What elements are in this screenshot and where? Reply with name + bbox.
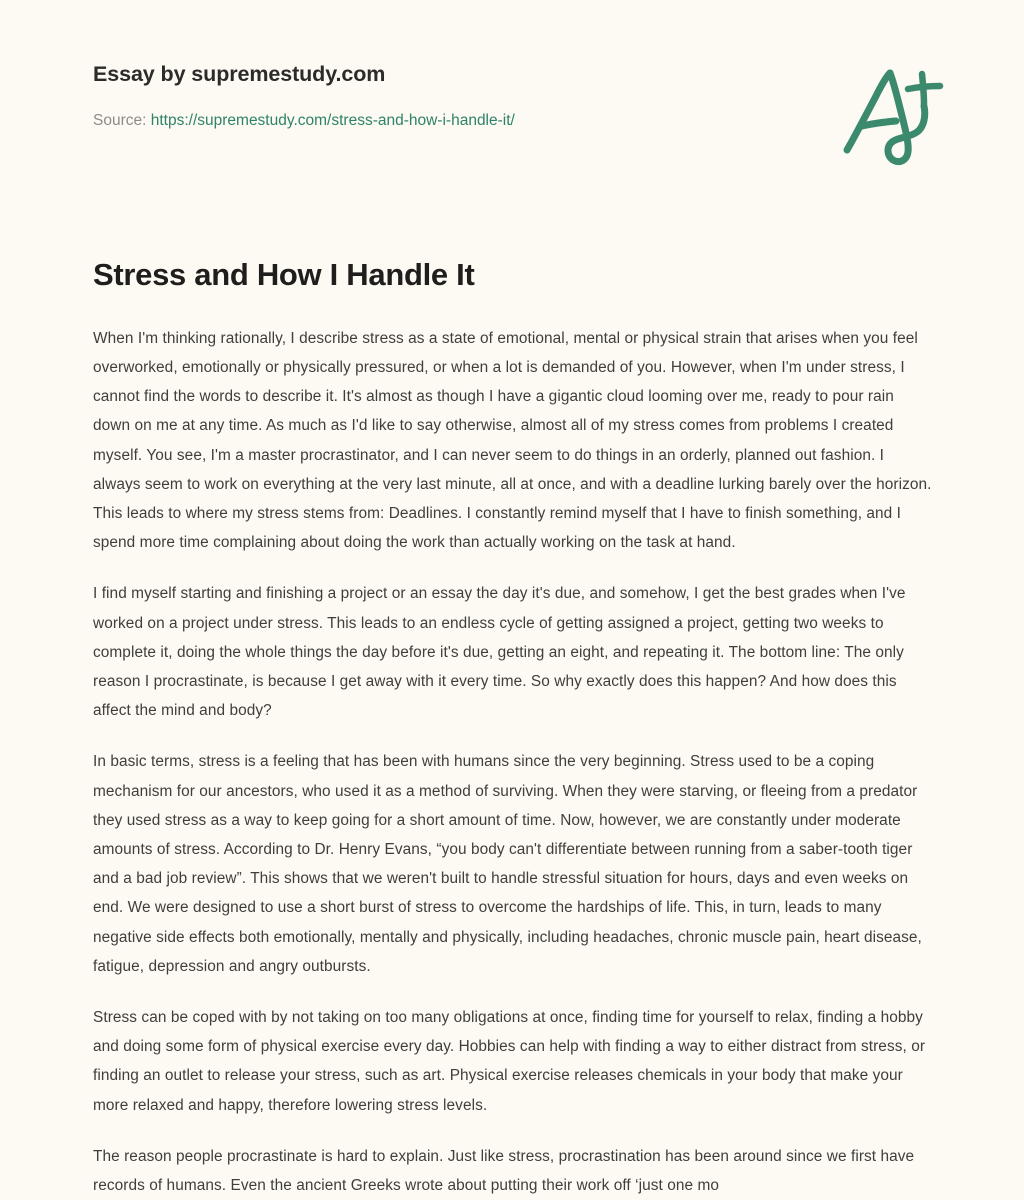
document-header — [0, 0, 1024, 178]
article — [0, 256, 1024, 1200]
paragraph: In basic terms, stress is a feeling that has been with humans since the very beginning. Stress used to be a coping mechanism for our ancestors, who used it as a method of surviving. When they were starving, or fleeing from a predator they used stress as a way to keep going for a short amount of time. Now, however, we are constantly under moderate amounts of stress. According to Dr. Henry Evans, “you body can't differentiate between running from a saber-tooth tiger and a bad job review”. This shows that we weren't built to handle stressful situation for hours, days and even weeks on end. We were designed to use a short burst of stress to overcome the hardships of life. This, in turn, leads to many negative side effects both emotionally, mentally and physically, including headaches, chronic muscle pain, heart disease, fatigue, depression and angry outbursts. — [93, 753, 922, 975]
byline: Essay by supremestudy.com — [93, 62, 386, 86]
paragraph: When I'm thinking rationally, I describe stress as a state of emotional, mental or physical strain that arises when you feel overworked, emotionally or physically pressured, or when a lot is demanded of you. However, when I'm under stress, I cannot find the words to describe it. It's almost as though I have a gigantic cloud looming over me, ready to pour rain down on me at any time. As much as I'd like to say otherwise, almost all of my stress comes from problems I created myself. You see, I'm a master procrastinator, and I can never seem to do things in an orderly, planned out fashion. I always seem to work on everything at the very last minute, all at once, and with a deadline lurking barely over the horizon. This leads to where my stress stems from: Deadlines. I constantly remind myself that I have to finish something, and I spend more time complaining about doing the work than actually working on the task at hand. — [93, 329, 932, 552]
source-url-link[interactable]: https://supremestudy.com/stress-and-how-i-handle-it/ — [150, 111, 515, 129]
paragraph: I find myself starting and finishing a project or an essay the day it's due, and somehow, I get the best grades when I've worked on a project under stress. This leads to an endless cycle of getting assigned a project, getting two weeks to complete it, doing the whole things the day before it's due, getting an eight, and repeating it. The bottom line: The only reason I procrastinate, is because I get away with it every time. So why exactly does this happen? And how does this affect the mind and body? — [93, 585, 906, 720]
page-title: Stress and How I Handle It — [93, 257, 475, 292]
paragraph: The reason people procrastinate is hard to explain. Just like stress, procrastination has been around since we first have records of humans. Even the ancient Greeks wrote about putting their work off ‘just one mo — [93, 1147, 915, 1195]
a-plus-logo-icon — [836, 58, 956, 178]
source-label: Source: — [93, 111, 147, 129]
article-body — [93, 324, 933, 1200]
paragraph: Stress can be coped with by not taking on too many obligations at once, finding time for yourself to relax, finding a hobby and doing some form of physical exercise every day. Hobbies can help with finding a way to either distract from stress, or finding an outlet to release your stress, such as art. Physical exercise releases chemicals in your body that make your more relaxed and happy, therefore lowering stress levels. — [93, 1009, 926, 1114]
